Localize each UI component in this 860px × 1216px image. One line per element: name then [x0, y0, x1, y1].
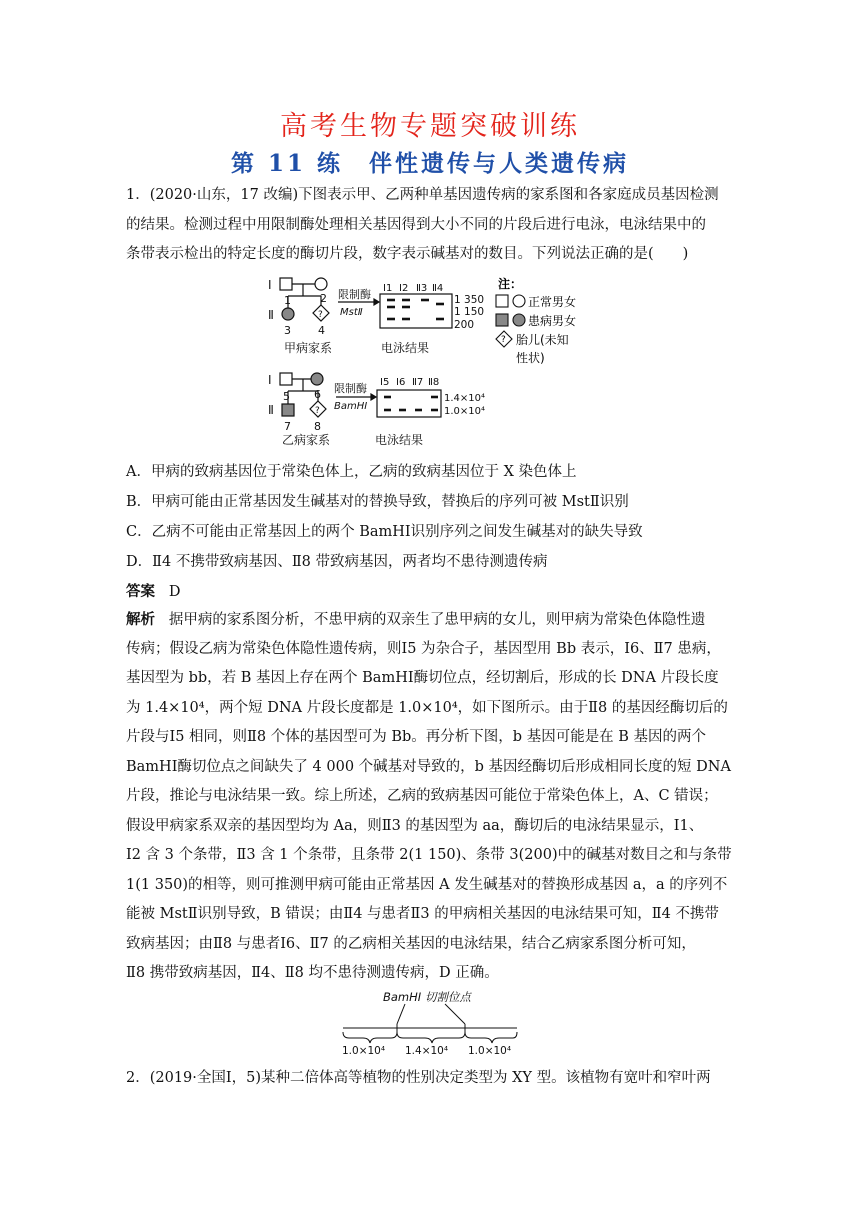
person-number: 1 [284, 294, 291, 307]
band-label: 1.0×10⁴ [444, 406, 486, 417]
pedigree-male-affected [282, 404, 294, 416]
caption: 乙病家系 [282, 433, 331, 447]
q1-stem-line: 1．(2020·山东，17 改编)下图表示甲、乙两种单基因遗传病的家系图和各家庭成员基因检测 [126, 187, 719, 203]
analysis-line: 片段，推论与电泳结果一致。综上所述，乙病的致病基因可能位于常染色体上，A、C 错误； [126, 788, 718, 804]
q1-option-d: D．Ⅱ4 不携带致病基因、Ⅱ8 带致病基因，两者均不患待测遗传病 [126, 554, 548, 570]
fetus-mark: ? [318, 310, 323, 320]
enzyme-name: MstⅡ [340, 307, 363, 318]
person-number: 4 [318, 324, 325, 337]
analysis-line: 据甲病的家系图分析，不患甲病的双亲生了患甲病的女儿，则甲病为常染色体隐性遗 [168, 612, 706, 628]
q1-stem [126, 181, 746, 270]
analysis-line: Ⅱ8 携带致病基因，Ⅱ4、Ⅱ8 均不患待测遗传病，D 正确。 [126, 965, 499, 981]
q1-analysis [126, 605, 746, 989]
analysis-line: 假设甲病家系双亲的基因型均为 Aa，则Ⅱ3 的基因型为 aa，酶切后的电泳结果显示，Ⅰ1、 [126, 817, 704, 834]
gen-label: Ⅰ [268, 373, 272, 387]
enzyme-label: 限制酶 [334, 382, 367, 395]
q1-answer [126, 577, 746, 607]
q1-stem-line: 条带表示检出的特定长度的酶切片段，数字表示碱基对的数目。下列说法正确的是( ) [126, 246, 689, 262]
cut-label: BamHⅠ 切割位点 [383, 990, 471, 1004]
pedigree-male-normal [280, 373, 292, 385]
segment-label: 1.0×10⁴ [468, 1045, 512, 1057]
analysis-line: 能被 MstⅡ识别导致，B 错误；由Ⅱ4 与患者Ⅱ3 的甲病相关基因的电泳结果可知，Ⅱ4 不携带 [126, 906, 719, 922]
caption: 甲病家系 [284, 341, 333, 355]
analysis-line: 1(1 350)的相等，则可推测甲病可能由正常基因 A 发生碱基对的替换形成基因 a，a 的序列不 [126, 876, 728, 893]
analysis-line: 基因型为 bb，若 B 基因上存在两个 BamHⅠ酶切位点，经切割后，形成的长 DNA 片段长度 [126, 670, 719, 686]
fetus-mark: ? [315, 406, 320, 416]
lane-label: Ⅰ2 [399, 283, 409, 294]
gen-label: Ⅰ [268, 278, 272, 292]
analysis-line: BamHⅠ酶切位点之间缺失了 4 000 个碱基对导致的，b 基因经酶切后形成相同长度的短 DNA [126, 758, 731, 775]
q1-option-a: A．甲病的致病基因位于常染色体上，乙病的致病基因位于 X 染色体上 [126, 464, 577, 480]
page-title: 高考生物专题突破训练 [280, 111, 580, 142]
q1-stem-line: 的结果。检测过程中用限制酶处理相关基因得到大小不同的片段后进行电泳，电泳结果中的 [126, 216, 706, 233]
legend-title: 注： [498, 277, 523, 291]
segment-label: 1.0×10⁴ [342, 1045, 386, 1057]
q2-stem: 2．(2019·全国Ⅰ，5)某种二倍体高等植物的性别决定类型为 XY 型。该植物有宽叶和窄叶两 [126, 1070, 711, 1086]
lane-label: Ⅰ1 [383, 283, 393, 294]
pedigree-male-normal [280, 278, 292, 290]
band-label: 1 150 [454, 306, 485, 318]
svg-text:?: ? [501, 335, 506, 345]
lane-label: Ⅱ8 [428, 377, 440, 388]
person-number: 2 [320, 292, 327, 305]
person-number: 6 [314, 388, 321, 401]
person-number: 5 [283, 390, 290, 403]
cut-site-figure [335, 988, 525, 1060]
lane-label: Ⅱ3 [416, 283, 428, 294]
analysis-label: 解析 [126, 611, 155, 628]
q1-option-b: B．甲病可能由正常基因发生碱基对的替换导致，替换后的序列可被 MstⅡ识别 [126, 494, 629, 510]
gen-label: Ⅱ [268, 308, 274, 322]
band-label: 1 350 [454, 294, 485, 306]
legend-affected: 患病男女 [528, 314, 577, 328]
section-title: 第 11 练 伴性遗传与人类遗传病 [230, 150, 630, 177]
q1-option-c: C．乙病不可能由正常基因上的两个 BamHⅠ识别序列之间发生碱基对的缺失导致 [126, 524, 643, 540]
person-number: 8 [314, 420, 321, 433]
q1-figure [258, 270, 598, 455]
caption: 电泳结果 [375, 433, 424, 447]
lane-label: Ⅰ6 [396, 377, 406, 388]
answer-value: D [168, 584, 181, 600]
pedigree-female-affected [311, 373, 323, 385]
segment-label: 1.4×10⁴ [405, 1045, 449, 1057]
band-label: 1.4×10⁴ [444, 393, 486, 404]
gen-label: Ⅱ [268, 403, 274, 417]
person-number: 3 [284, 324, 291, 337]
band-label: 200 [454, 319, 475, 331]
lane-label: Ⅱ4 [432, 283, 444, 294]
legend-normal: 正常男女 [528, 295, 577, 309]
answer-label: 答案 [126, 583, 155, 600]
analysis-line: 传病；假设乙病为常染色体隐性遗传病，则Ⅰ5 为杂合子，基因型用 Bb 表示，Ⅰ6、Ⅱ7 患病， [126, 640, 721, 657]
lane-label: Ⅱ7 [412, 377, 424, 388]
legend-fetus: 性状) [516, 351, 545, 365]
pedigree-female-affected [282, 308, 294, 320]
legend-fetus: 胎儿(未知 [516, 333, 569, 347]
enzyme-name: BamHⅠ [334, 401, 368, 412]
enzyme-label: 限制酶 [338, 288, 371, 301]
person-number: 7 [284, 420, 291, 433]
lane-label: Ⅰ5 [380, 377, 390, 388]
caption: 电泳结果 [381, 341, 430, 355]
analysis-line: 为 1.4×10⁴，两个短 DNA 片段长度都是 1.0×10⁴，如下图所示。由于Ⅱ8 的基因经酶切后的 [126, 699, 728, 716]
figure-legend [496, 276, 576, 365]
pedigree-female-normal [315, 278, 327, 290]
analysis-line: 片段与Ⅰ5 相同，则Ⅱ8 个体的基因型可为 Bb。再分析下图，b 基因可能是在 B 基因的两个 [126, 729, 707, 745]
gel-yi [377, 390, 441, 417]
analysis-line: 致病基因；由Ⅱ8 与患者Ⅰ6、Ⅱ7 的乙病相关基因的电泳结果，结合乙病家系图分析可知， [126, 935, 696, 952]
analysis-line: Ⅰ2 含 3 个条带，Ⅱ3 含 1 个条带，且条带 2(1 150)、条带 3(200)中的碱基对数目之和与条带 [126, 847, 732, 863]
